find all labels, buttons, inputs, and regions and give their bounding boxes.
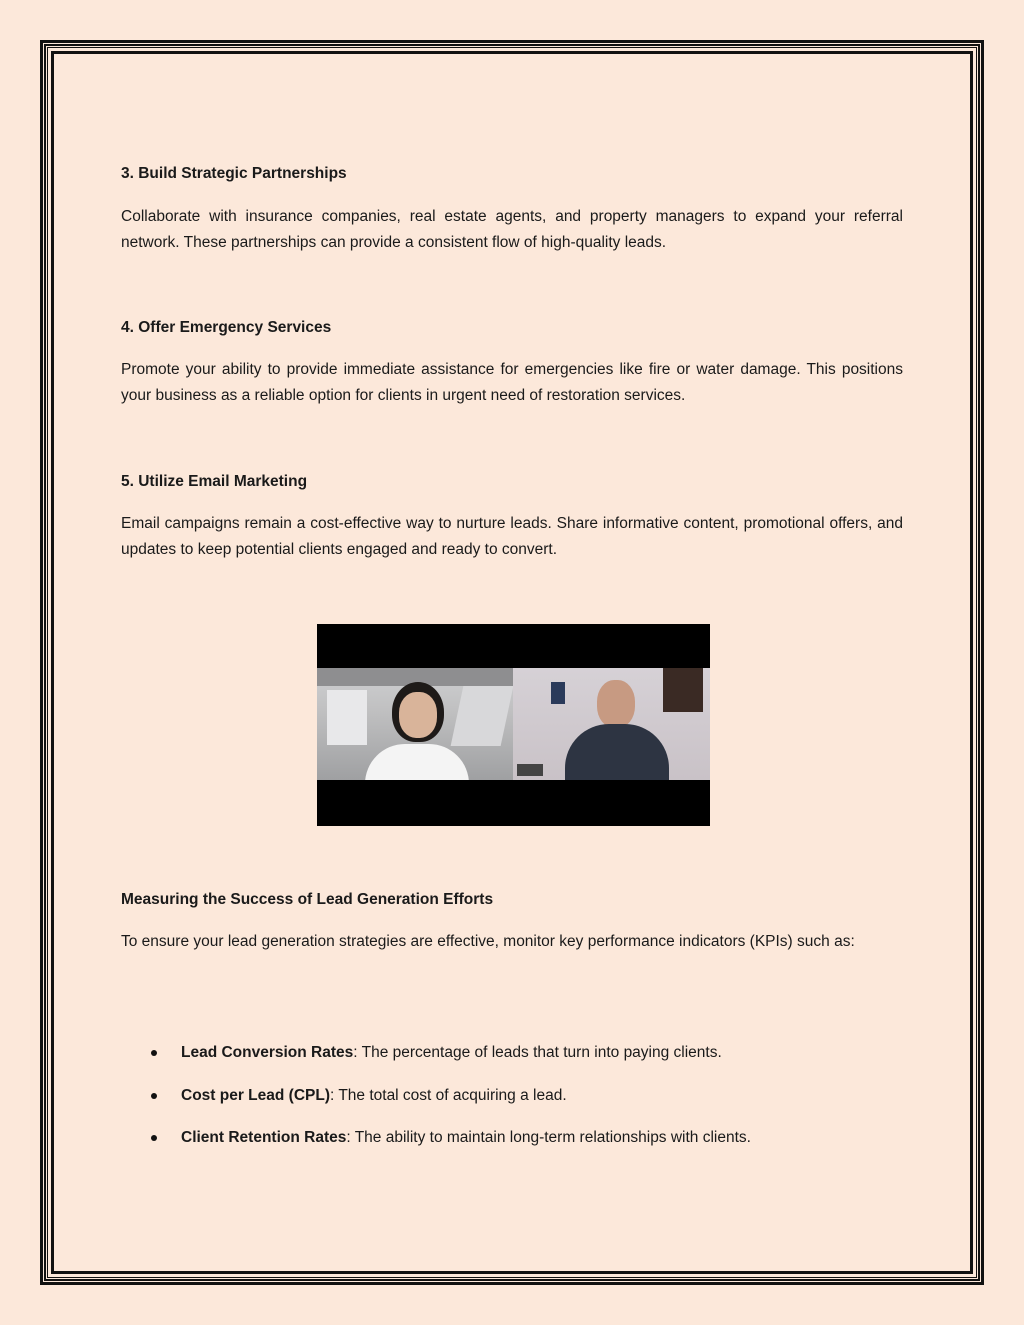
video-participant-left — [317, 668, 513, 780]
video-participant-right — [513, 668, 710, 780]
video-call-image — [317, 624, 710, 826]
kpi-term: Cost per Lead (CPL) — [181, 1087, 330, 1104]
measuring-intro: To ensure your lead generation strategies are effective, monitor key performance indicators (KPIs) such as: — [121, 933, 855, 950]
measuring-heading: Measuring the Success of Lead Generation Efforts — [121, 891, 494, 908]
kpi-term: Lead Conversion Rates — [181, 1044, 354, 1061]
kpi-desc: : The percentage of leads that turn into paying clients. — [353, 1044, 722, 1061]
kpi-term: Client Retention Rates — [181, 1129, 347, 1146]
section-body-partnerships: Collaborate with insurance companies, real estate agents, and property managers to expand your referral network. These partnerships can provide a consistent flow of high-quality leads. — [121, 208, 903, 251]
bullet-icon — [151, 1135, 157, 1141]
bullet-icon — [151, 1093, 157, 1099]
section-heading-emergency: 4. Offer Emergency Services — [121, 319, 332, 336]
section-heading-partnerships: 3. Build Strategic Partnerships — [121, 165, 347, 182]
section-body-emergency: Promote your ability to provide immediate assistance for emergencies like fire or water damage. This positions your business as a reliable option for clients in urgent need of restoration services. — [121, 361, 903, 404]
kpi-desc: : The total cost of acquiring a lead. — [329, 1087, 567, 1104]
section-body-email: Email campaigns remain a cost-effective way to nurture leads. Share informative content, promotional offers, and updates to keep potential clients engaged and ready to convert. — [121, 515, 903, 558]
section-heading-email: 5. Utilize Email Marketing — [121, 473, 308, 490]
kpi-desc: : The ability to maintain long-term relationships with clients. — [346, 1129, 751, 1146]
bullet-icon — [151, 1050, 157, 1056]
